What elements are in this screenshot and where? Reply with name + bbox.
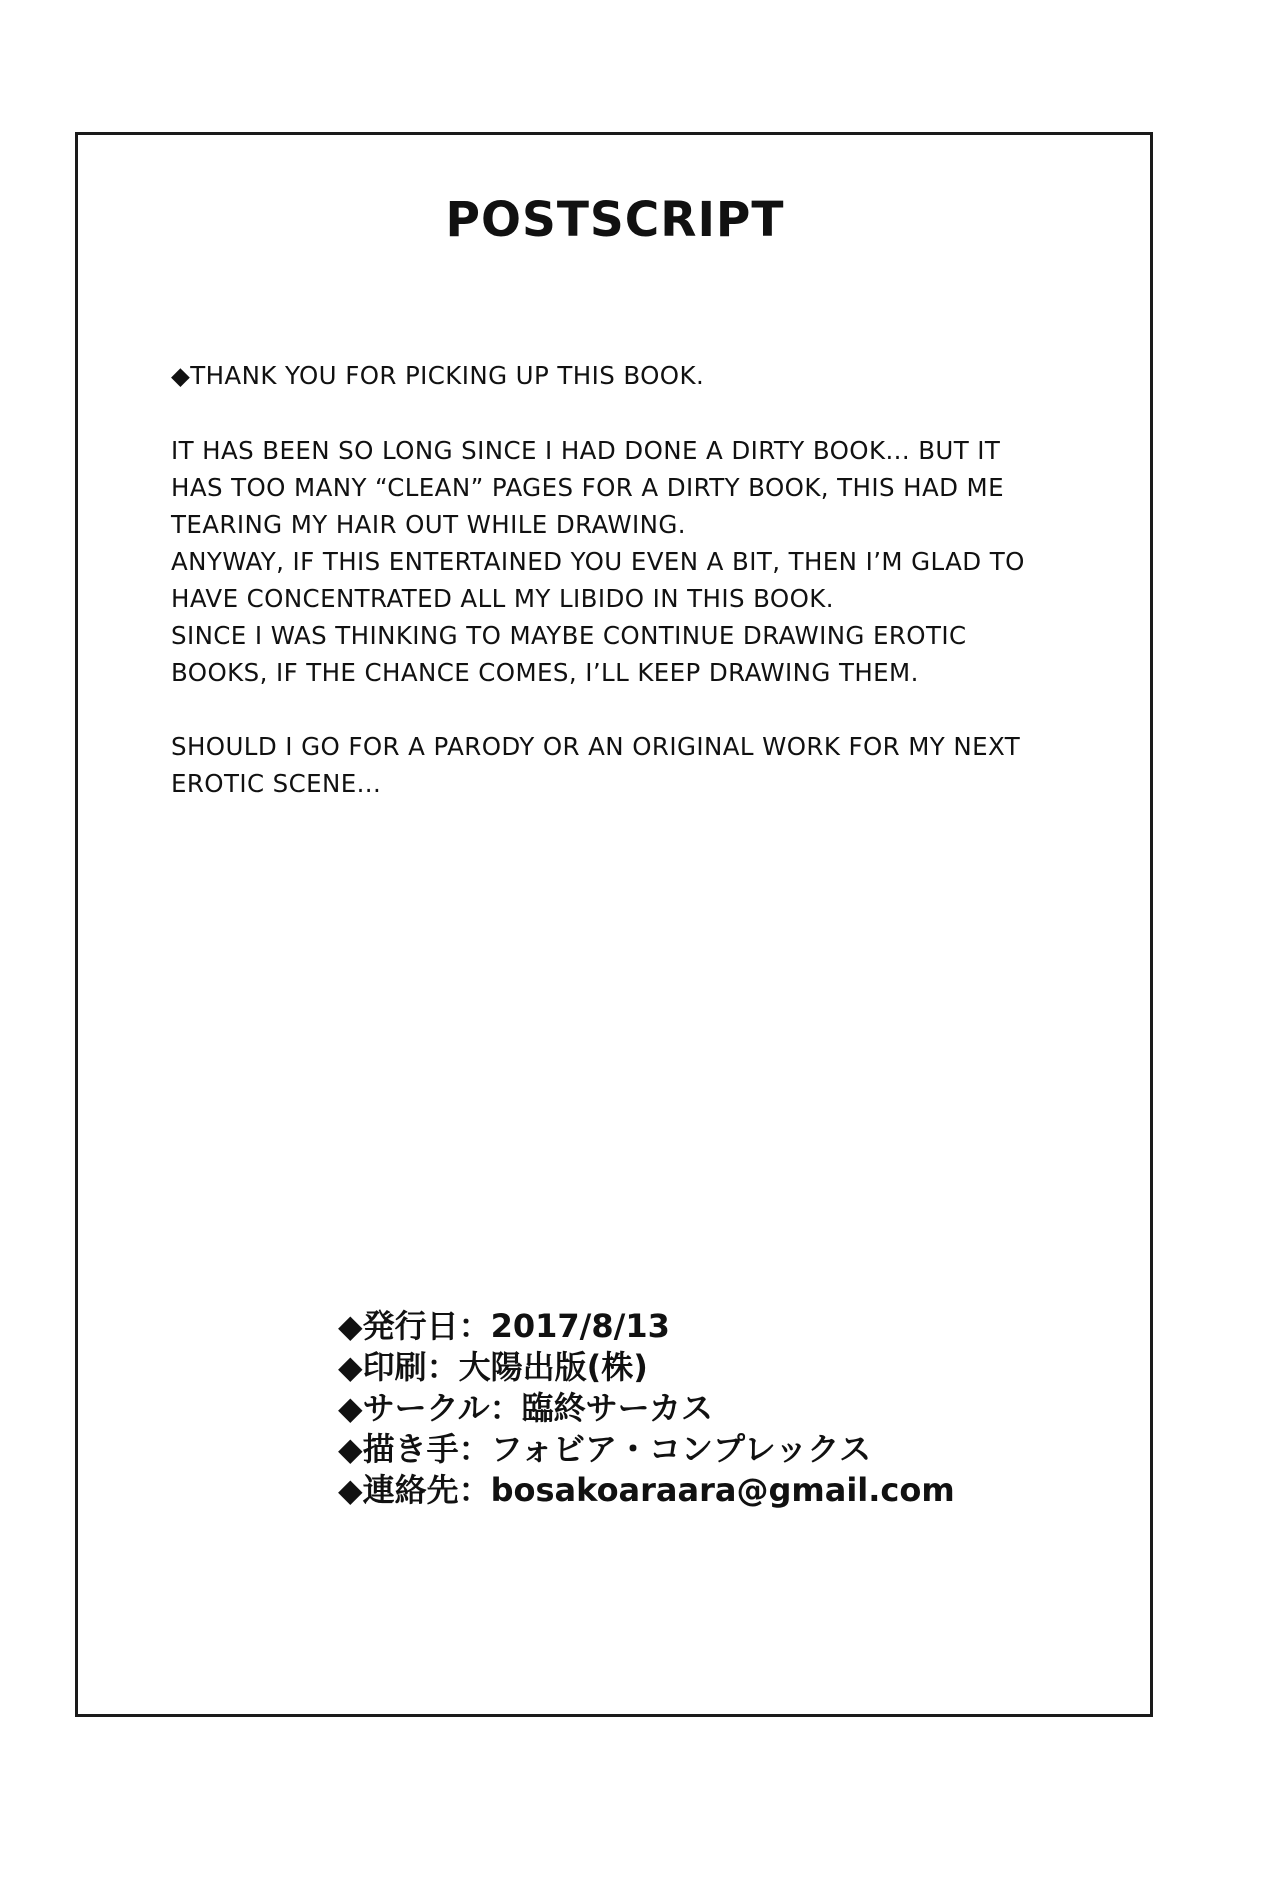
paragraph-line: HAS TOO MANY “CLEAN” PAGES FOR A DIRTY BOOK, THIS HAD ME: [171, 473, 1004, 502]
paragraph-line: TEARING MY HAIR OUT WHILE DRAWING.: [171, 510, 686, 539]
colophon-artist: ◆描き手：フォビア・コンプレックス: [338, 1430, 872, 1468]
paragraph-question: [171, 728, 1071, 802]
page-title: POSTSCRIPT: [445, 192, 785, 248]
colophon-circle: ◆サークル：臨終サーカス: [338, 1389, 714, 1427]
colophon-contact: ◆連絡先：bosakoaraara@gmail.com: [338, 1471, 955, 1509]
paragraph-line: SINCE I WAS THINKING TO MAYBE CONTINUE DRAWING EROTIC: [171, 621, 967, 650]
paragraph-line: IT HAS BEEN SO LONG SINCE I HAD DONE A DIRTY BOOK... BUT IT: [171, 436, 1001, 465]
paragraph-main: [171, 432, 1071, 691]
colophon: [338, 1306, 955, 1511]
paragraph-line: HAVE CONCENTRATED ALL MY LIBIDO IN THIS BOOK.: [171, 584, 834, 613]
colophon-publish-date: ◆発行日：2017/8/13: [338, 1307, 670, 1345]
paragraph-line: ◆THANK YOU FOR PICKING UP THIS BOOK.: [171, 361, 705, 390]
paragraph-line: BOOKS, IF THE CHANCE COMES, I’LL KEEP DRAWING THEM.: [171, 658, 919, 687]
paragraph-thanks: [171, 357, 1071, 394]
paragraph-line: EROTIC SCENE...: [171, 769, 382, 798]
paragraph-line: ANYWAY, IF THIS ENTERTAINED YOU EVEN A BIT, THEN I’M GLAD TO: [171, 547, 1025, 576]
paragraph-line: SHOULD I GO FOR A PARODY OR AN ORIGINAL WORK FOR MY NEXT: [171, 732, 1021, 761]
colophon-printer: ◆印刷：大陽出版(株): [338, 1348, 648, 1386]
